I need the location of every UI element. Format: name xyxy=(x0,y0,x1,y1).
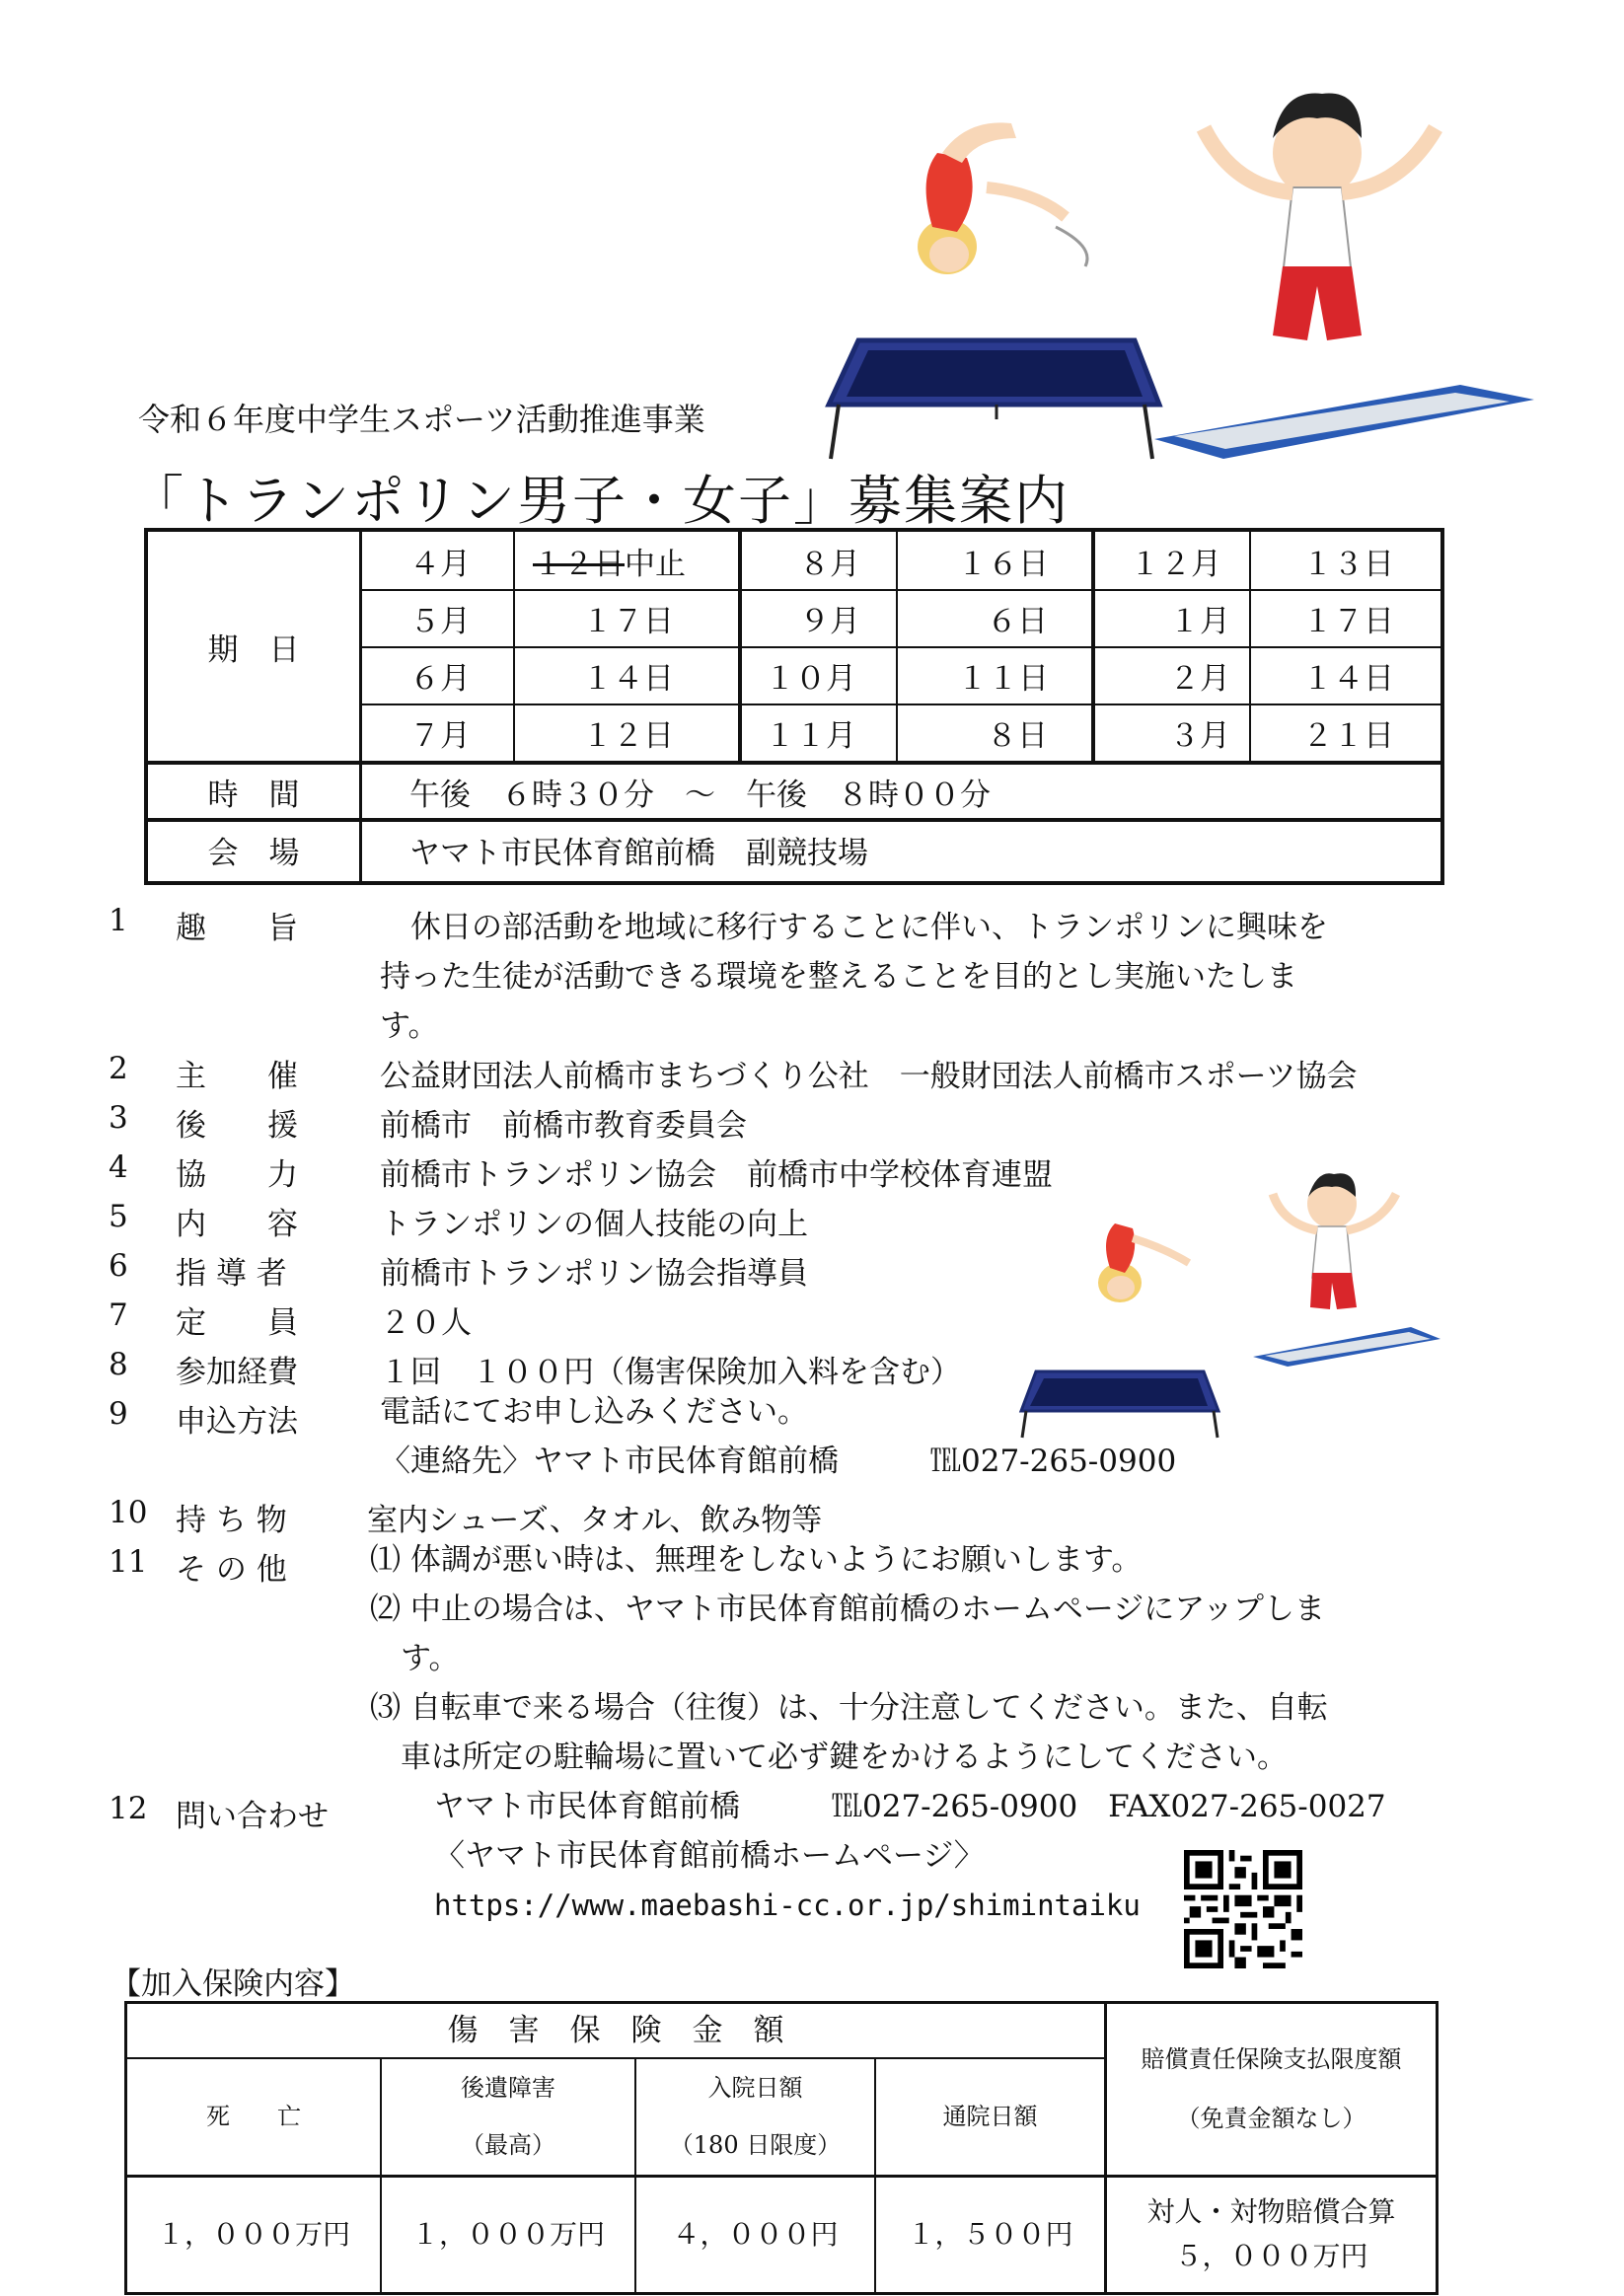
item-value: トランポリンの個人技能の向上 xyxy=(380,1207,808,1242)
item-line: す。 xyxy=(370,1641,460,1676)
item-label: 後 援 xyxy=(176,1108,298,1144)
girl-gymnast-icon xyxy=(918,122,1087,274)
schedule-month: １１月 xyxy=(765,717,856,754)
trampoline-mat-icon xyxy=(1253,1327,1440,1367)
cancelled-note: 中止 xyxy=(625,546,686,582)
item-value: 公益財団法人前橋市まちづくり公社 一般財団法人前橋市スポーツ協会 xyxy=(380,1059,1358,1094)
item-line: ⑶ 自転車で来る場合（往復）は、十分注意してください。また、自転 xyxy=(370,1690,1328,1726)
item-number: 11 xyxy=(109,1544,148,1580)
liability-value xyxy=(1107,2178,1436,2292)
liability-value-label: 対人・対物賠償合算 xyxy=(1146,2195,1396,2229)
insurance-table xyxy=(124,2001,1439,2295)
item-line: 電話にてお申し込みください。 xyxy=(380,1394,808,1430)
item-number: 8 xyxy=(109,1347,128,1382)
trampoline-icon xyxy=(1021,1371,1218,1438)
cancelled-date: １２日 xyxy=(533,546,625,582)
item-value: 室内シューズ、タオル、飲み物等 xyxy=(367,1503,823,1538)
item-label: 定 員 xyxy=(176,1305,298,1341)
trampoline-icon xyxy=(829,340,1159,459)
item-number: 10 xyxy=(109,1495,148,1530)
schedule-day: １１日 xyxy=(957,660,1049,697)
schedule-day: ６日 xyxy=(987,603,1048,639)
item-label: そ の 他 xyxy=(176,1552,287,1588)
boy-gymnast-icon xyxy=(1273,1173,1396,1309)
time-value: 午後 ６時３０分 ～ 午後 ８時００分 xyxy=(409,777,991,813)
dates-label: 期 日 xyxy=(207,631,300,668)
item-line: ⑵ 中止の場合は、ヤマト市民体育館前橋のホームページにアップしま xyxy=(370,1592,1326,1627)
schedule-day: １７日 xyxy=(582,603,674,639)
item-value: 前橋市 前橋市教育委員会 xyxy=(380,1108,747,1144)
contact-line: ヤマト市民体育館前橋 ℡027-265-0900 FAX027-265-0027 xyxy=(434,1789,1386,1824)
liability-header-sub: （免責金額なし） xyxy=(1176,2104,1366,2132)
schedule-month: ５月 xyxy=(409,603,471,639)
schedule-month: ２月 xyxy=(1169,660,1230,697)
schedule-day: ２１日 xyxy=(1302,717,1394,754)
schedule-month: １２月 xyxy=(1130,546,1221,582)
col-head: 入院日額 xyxy=(707,2073,803,2102)
schedule-month: ４月 xyxy=(409,546,471,582)
item-line: ⑴ 体調が悪い時は、無理をしないようにお願いします。 xyxy=(370,1542,1143,1578)
item-label: 申込方法 xyxy=(176,1404,298,1440)
trampoline-mat-icon xyxy=(1154,385,1534,459)
item-value xyxy=(434,1782,1598,1930)
item-number: 1 xyxy=(109,903,128,938)
event-subtitle: 令和６年度中学生スポーツ活動推進事業 xyxy=(138,401,705,438)
schedule-day xyxy=(533,532,686,589)
homepage-label: 〈ヤマト市民体育館前橋ホームページ〉 xyxy=(434,1838,985,1874)
item-line: 持った生徒が活動できる環境を整えることを目的とし実施いたしま xyxy=(380,959,1297,995)
schedule-day: １２日 xyxy=(582,717,674,754)
item-value: ２０人 xyxy=(380,1305,472,1341)
item-value xyxy=(380,903,1544,1051)
liability-value-amount: ５，０００万円 xyxy=(1174,2240,1368,2272)
schedule-month: ９月 xyxy=(799,603,860,639)
schedule-month: ８月 xyxy=(799,546,860,582)
item-value xyxy=(370,1535,1534,1782)
schedule-day: １７日 xyxy=(1302,603,1394,639)
trampoline-small-illustration xyxy=(1016,1169,1450,1441)
item-label: 持 ち 物 xyxy=(176,1503,287,1538)
boy-gymnast-icon xyxy=(1204,94,1436,340)
venue-label: 会 場 xyxy=(207,835,300,871)
qr-code-icon[interactable] xyxy=(1184,1850,1302,1968)
schedule-month: ６月 xyxy=(409,660,471,697)
schedule-day: ８日 xyxy=(987,717,1048,754)
item-number: 12 xyxy=(109,1791,148,1826)
item-number: 9 xyxy=(109,1396,128,1432)
col-sub: （180 日限度） xyxy=(669,2130,842,2159)
item-label: 内 容 xyxy=(176,1207,298,1242)
item-number: 3 xyxy=(109,1100,128,1136)
item-label: 趣 旨 xyxy=(176,911,298,946)
col-head: 死 亡 xyxy=(206,2102,301,2130)
page-title: 「トランポリン男子・女子」募集案内 xyxy=(130,470,1070,532)
item-number: 5 xyxy=(109,1199,128,1234)
col-head: 後遺障害 xyxy=(461,2073,555,2102)
schedule-month: １月 xyxy=(1169,603,1230,639)
item-number: 6 xyxy=(109,1248,128,1284)
col-sub: （最高） xyxy=(461,2130,555,2159)
liability-header-label: 賠償責任保険支払限度額 xyxy=(1141,2044,1402,2073)
hospital-header xyxy=(636,2059,874,2175)
liability-header xyxy=(1107,2004,1436,2175)
item-number: 7 xyxy=(109,1297,128,1333)
item-number: 4 xyxy=(109,1149,128,1185)
girl-gymnast-icon xyxy=(1098,1223,1189,1302)
homepage-url-link[interactable]: https://www.maebashi-cc.or.jp/shimintaiku xyxy=(434,1889,1141,1922)
venue-value: ヤマト市民体育館前橋 副競技場 xyxy=(409,835,868,871)
col-head: 通院日額 xyxy=(942,2102,1038,2130)
item-label: 問い合わせ xyxy=(176,1799,329,1834)
item-value: １回 １００円（傷害保険加入料を含む） xyxy=(380,1355,961,1390)
schedule-day: １４日 xyxy=(582,660,674,697)
item-line: す。 xyxy=(380,1008,439,1044)
insurance-section-title: 【加入保険内容】 xyxy=(111,1966,355,2002)
schedule-day: １６日 xyxy=(957,546,1049,582)
item-label: 参加経費 xyxy=(176,1355,298,1390)
hospital-value: ４，０００円 xyxy=(672,2218,839,2252)
time-label: 時 間 xyxy=(207,777,300,813)
death-value: １，０００万円 xyxy=(156,2218,350,2252)
schedule-month: ７月 xyxy=(409,717,471,754)
death-header xyxy=(127,2059,380,2175)
contact-line: 〈連絡先〉ヤマト市民体育館前橋 ℡027-265-0900 xyxy=(380,1444,1177,1479)
injury-insurance-header: 傷 害 保 険 金 額 xyxy=(447,2012,784,2048)
schedule-month: １０月 xyxy=(765,660,856,697)
item-label: 主 催 xyxy=(176,1059,298,1094)
item-value: 前橋市トランポリン協会指導員 xyxy=(380,1256,808,1292)
disability-header xyxy=(382,2059,634,2175)
schedule-table xyxy=(144,528,1444,885)
trampoline-gymnasts-illustration xyxy=(770,79,1549,474)
schedule-day: １３日 xyxy=(1302,546,1394,582)
item-line: 休日の部活動を地域に移行することに伴い、トランポリンに興味を xyxy=(380,910,1328,945)
outpatient-value: １，５００円 xyxy=(907,2218,1073,2252)
item-line: 車は所定の駐輪場に置いて必ず鍵をかけるようにしてください。 xyxy=(370,1740,1288,1775)
item-value: 前橋市トランポリン協会 前橋市中学校体育連盟 xyxy=(380,1157,1053,1193)
item-label: 協 力 xyxy=(176,1157,298,1193)
item-label: 指 導 者 xyxy=(176,1256,287,1292)
disability-value: １，０００万円 xyxy=(410,2218,605,2252)
outpatient-header xyxy=(876,2059,1104,2175)
schedule-day: １４日 xyxy=(1302,660,1394,697)
schedule-month: ３月 xyxy=(1169,717,1230,754)
item-number: 2 xyxy=(109,1051,128,1086)
